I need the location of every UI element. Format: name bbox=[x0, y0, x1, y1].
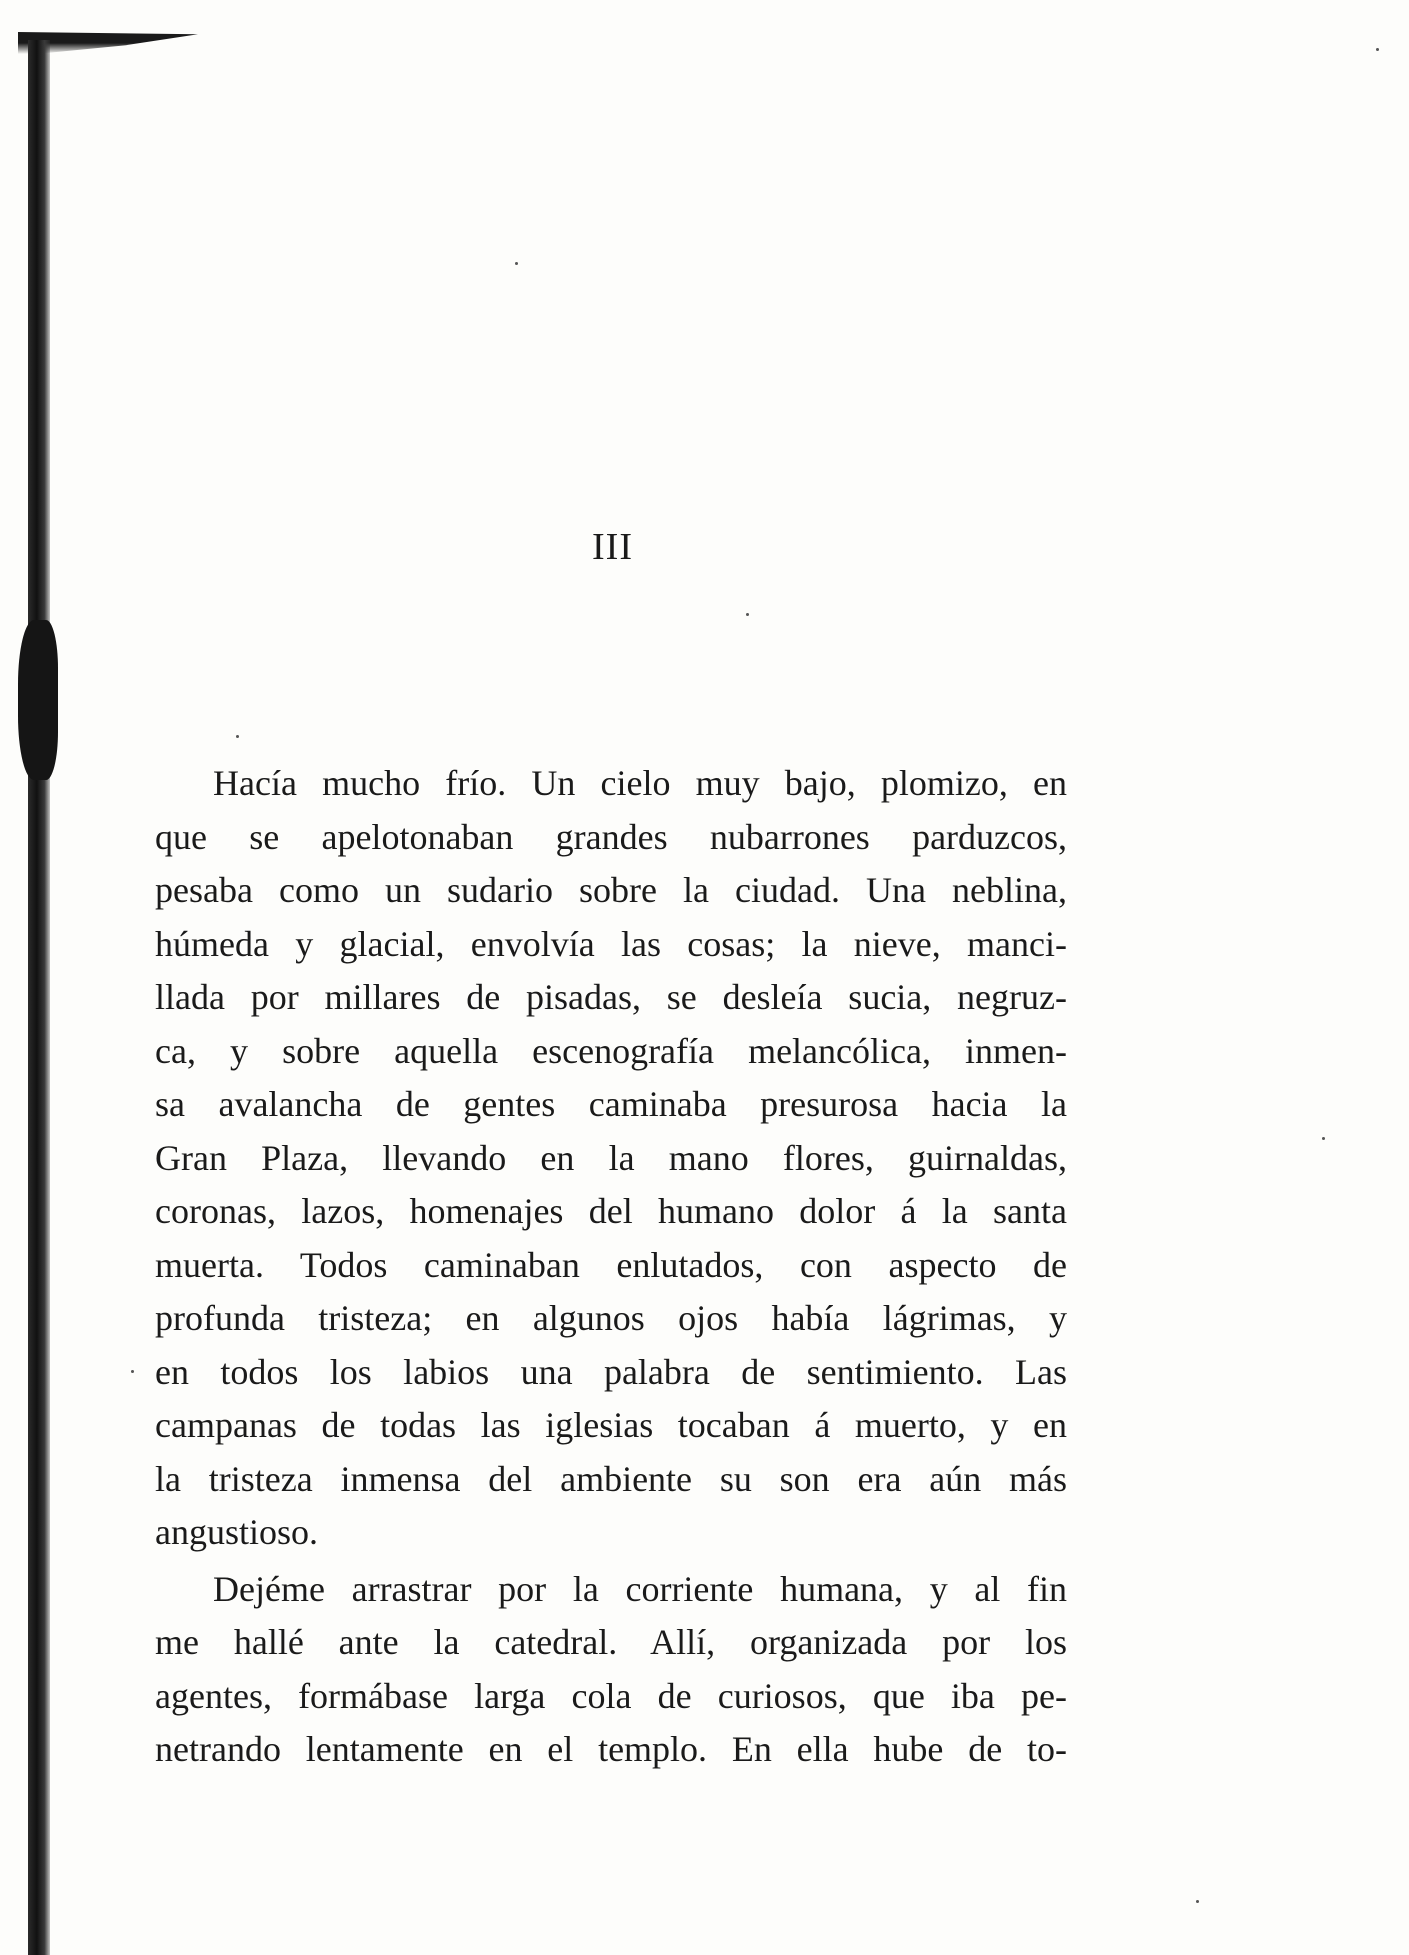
text-line: profunda tristeza; en algunos ojos había lágrimas, y bbox=[155, 1298, 1067, 1338]
paragraph bbox=[155, 1563, 1067, 1777]
scan-speck bbox=[515, 262, 518, 265]
scan-speck bbox=[131, 1370, 134, 1373]
text-line: Dejéme arrastrar por la corriente humana, y al fin bbox=[213, 1568, 1067, 1609]
chapter-heading: III bbox=[592, 526, 633, 568]
scan-speck bbox=[236, 735, 239, 738]
paragraph bbox=[155, 757, 1067, 1560]
text-line: muerta. Todos caminaban enlutados, con aspecto de bbox=[155, 1244, 1067, 1285]
text-line: ca, y sobre aquella escenografía melancólica, inmen- bbox=[155, 1030, 1067, 1071]
scan-speck bbox=[1376, 48, 1379, 51]
text-line: pesaba como un sudario sobre la ciudad. Una neblina, bbox=[155, 870, 1067, 910]
binding-edge-shadow bbox=[18, 620, 58, 780]
text-line: húmeda y glacial, envolvía las cosas; la nieve, manci- bbox=[155, 923, 1067, 964]
text-line: Hacía mucho frío. Un cielo muy bajo, plomizo, en bbox=[213, 763, 1067, 803]
text-line: en todos los labios una palabra de sentimiento. Las bbox=[155, 1351, 1067, 1392]
text-line: angustioso. bbox=[155, 1512, 319, 1552]
text-line: llada por millares de pisadas, se desleía sucia, negruz- bbox=[155, 977, 1067, 1017]
scan-speck bbox=[746, 613, 749, 616]
text-line: agentes, formábase larga cola de curiosos, que iba pe- bbox=[155, 1675, 1067, 1716]
text-line: la tristeza inmensa del ambiente su son era aún más bbox=[155, 1458, 1067, 1499]
body-text bbox=[155, 757, 1067, 1777]
scan-speck bbox=[1322, 1137, 1325, 1140]
text-line: netrando lentamente en el templo. En ella hube de to- bbox=[155, 1729, 1067, 1769]
text-line: sa avalancha de gentes caminaba presurosa hacia la bbox=[155, 1084, 1067, 1124]
scan-speck bbox=[1196, 1900, 1199, 1903]
text-line: Gran Plaza, llevando en la mano flores, guirnaldas, bbox=[155, 1137, 1067, 1178]
text-line: que se apelotonaban grandes nubarrones parduzcos, bbox=[155, 816, 1067, 857]
text-line: me hallé ante la catedral. Allí, organizada por los bbox=[155, 1622, 1067, 1662]
text-line: coronas, lazos, homenajes del humano dolor á la santa bbox=[155, 1191, 1067, 1231]
binding-edge bbox=[28, 40, 50, 1955]
text-line: campanas de todas las iglesias tocaban á muerto, y en bbox=[155, 1405, 1067, 1445]
